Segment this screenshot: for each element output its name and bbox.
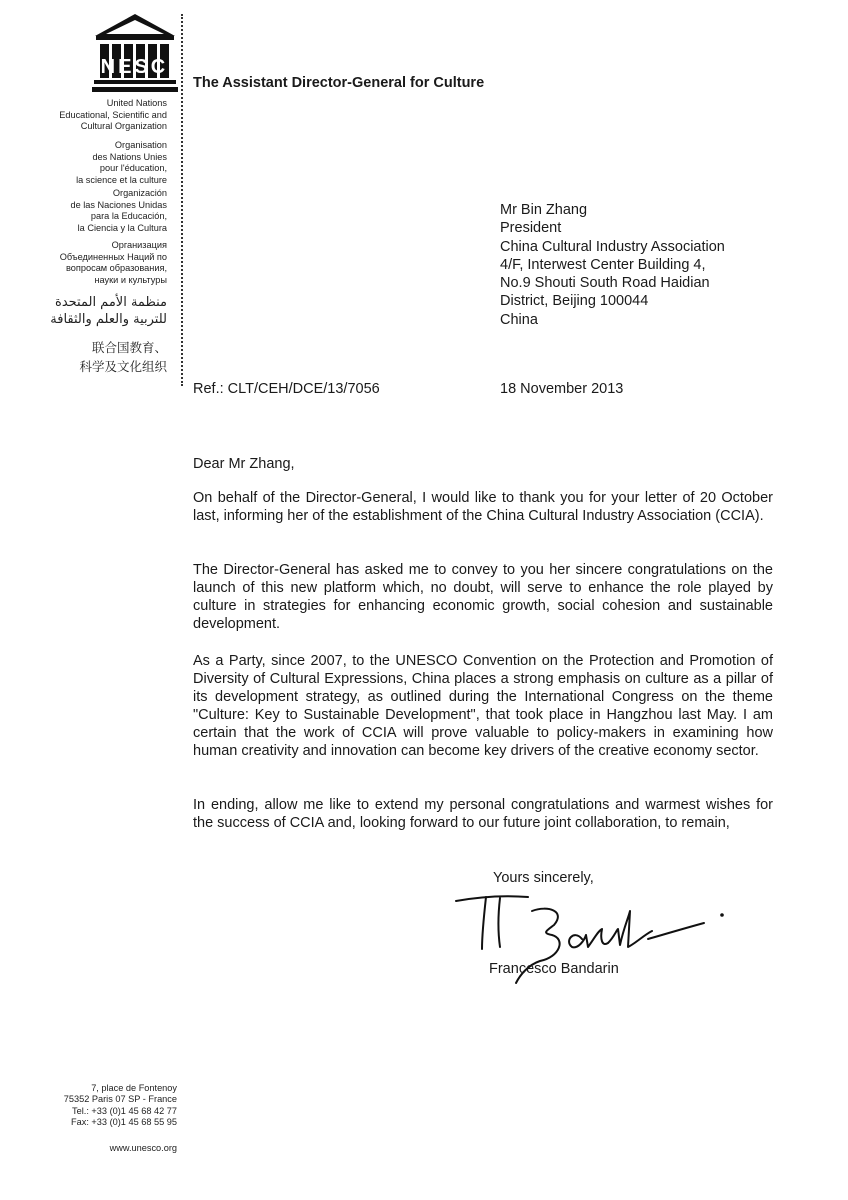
footer-address-line: 7, place de Fontenoy xyxy=(91,1083,177,1093)
signatory-name: Francesco Bandarin xyxy=(489,961,619,977)
footer-address-line: Tel.: +33 (0)1 45 68 42 77 xyxy=(72,1105,177,1116)
recipient-address-line: China Cultural Industry Association xyxy=(500,238,725,255)
org-name-french: Organisation des Nations Unies pour l'éducation, la science et la culture xyxy=(76,140,167,185)
body-paragraph: As a Party, since 2007, to the UNESCO Convention on the Protection and Promotion of Diversity of Cultural Expressions, China places a strong emphasis on culture as a pillar of its development strategy, as outlined during the International Congress on the theme "Culture: Key to Sustainable Development", that took place in Hangzhou last May. I am certain that the work of CCIA will prove valuable to policy-makers in examining how human creativity and innovation can become key drivers of the creative economy sector. xyxy=(193,653,773,759)
org-name-russian: Организация Объединенных Наций по вопросам образования, науки и культуры xyxy=(59,240,167,285)
letterhead-title: The Assistant Director-General for Culture xyxy=(193,75,485,91)
recipient-address-line: President xyxy=(500,220,562,237)
handwritten-signature xyxy=(448,885,748,995)
body-paragraph: The Director-General has asked me to convey to you her sincere congratulations on the launch of this new platform which, no doubt, will serve to enhance the role played by culture in strategies for enhancing economic growth, social cohesion and sustainable development. xyxy=(193,562,773,632)
body-paragraph: On behalf of the Director-General, I would like to thank you for your letter of 20 October last, informing her of the establishment of the China Cultural Industry Association (CCIA). xyxy=(193,490,773,524)
org-name-english: United Nations Educational, Scientific and Cultural Organization xyxy=(59,98,167,131)
salutation: Dear Mr Zhang, xyxy=(193,456,295,472)
recipient-address-line: 4/F, Interwest Center Building 4, xyxy=(500,256,706,273)
org-name-chinese: 联合国教育、 科学及文化组织 xyxy=(79,340,167,374)
recipient-address-line: District, Beijing 100044 xyxy=(500,293,649,310)
dotted-divider xyxy=(181,14,183,386)
svg-text:UNESCO: UNESCO xyxy=(83,56,187,78)
footer-address-line: Fax: +33 (0)1 45 68 55 95 xyxy=(71,1116,177,1127)
recipient-address xyxy=(500,201,725,329)
footer-address-line: 75352 Paris 07 SP - France xyxy=(63,1094,177,1105)
recipient-address-line: China xyxy=(500,311,538,328)
recipient-address-line: No.9 Shouti South Road Haidian xyxy=(500,275,710,292)
unesco-logo xyxy=(83,12,187,94)
reference-number: Ref.: CLT/CEH/DCE/13/7056 xyxy=(193,381,380,397)
website-link[interactable]: www.unesco.org xyxy=(109,1143,177,1153)
org-name-arabic: منظمة الأمم المتحدة للتربية والعلم والثقافة xyxy=(50,295,167,327)
complimentary-close: Yours sincerely, xyxy=(493,870,594,886)
footer-address xyxy=(64,1083,177,1128)
recipient-address-line: Mr Bin Zhang xyxy=(500,202,588,218)
letter-date: 18 November 2013 xyxy=(500,381,624,397)
body-paragraph: In ending, allow me like to extend my personal congratulations and warmest wishes for the success of CCIA and, looking forward to our future joint collaboration, to remain, xyxy=(193,797,773,831)
org-name-spanish: Organización de las Naciones Unidas para la Educación, la Ciencia y la Cultura xyxy=(70,188,167,233)
